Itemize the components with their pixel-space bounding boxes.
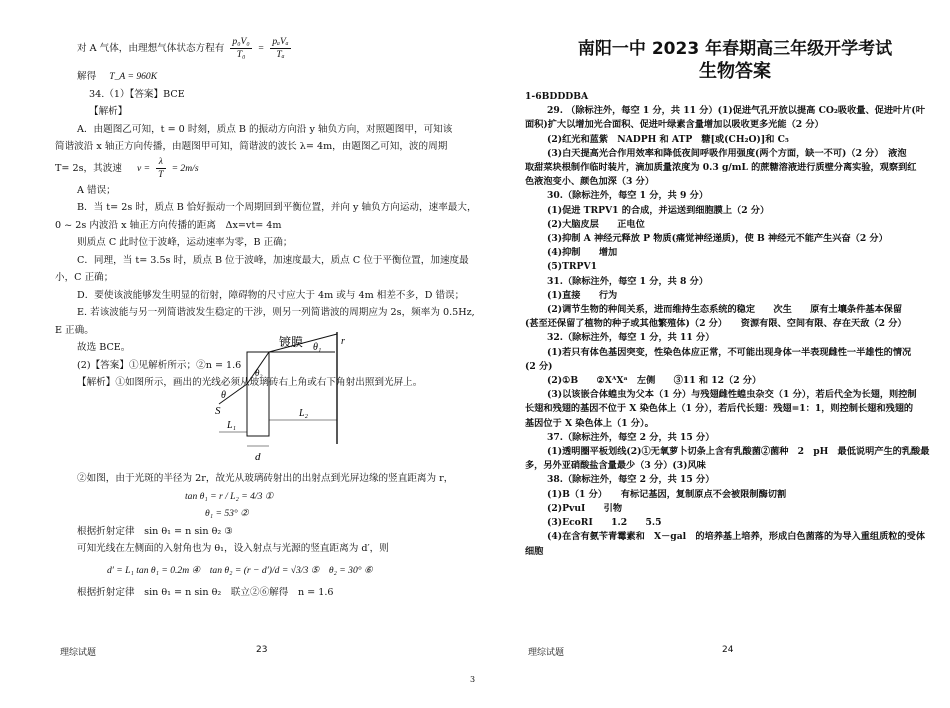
q38-line5: 细胞 [525,545,544,557]
q29-line5: 取甜菜块根制作临时装片，滴加质量浓度为 0.3 g/mL 的蔗糖溶液进行质壁分离实验，观察到红 [525,162,917,174]
q31-line3: (甚至还保留了植物的种子或其他繁殖体)（2 分） 资源有限、空间有限、存在天敌（2 分） [525,318,907,330]
label-L2: L₂ [299,408,309,419]
part2-text: ②如图，由于光斑的半径为 2r，故光从玻璃砖射出的出射点到光屏边缘的竖直距离为 r， [77,473,454,484]
option-c-line1: C．同理，当 t= 3.5s 时，质点 B 位于波峰，加速度最大，质点 C 位于平衡位置，加速度最 [77,254,469,266]
q32-line3: (2)①B ②XᴬXᵃ 左侧 ③11 和 12（2 分） [547,375,762,387]
option-a-verdict: A 错误； [77,184,116,196]
label-theta1: θ₁ [313,342,322,353]
intro-text: 对 A 气体，由理想气体状态方程有 [77,43,225,54]
option-b-line3: 则质点 C 此时位于波峰，运动速率为零，B 正确； [77,237,293,248]
speed-frac [156,156,165,181]
intro-line [55,36,475,62]
q38-header: 38.（除标注外，每空 2 分，共 15 分） [547,474,715,486]
option-b-line1: B．当 t= 2s 时，质点 B 恰好振动一个周期回到平衡位置，并向 y 轴负方向运动，速率最大， [77,202,477,213]
label-film: 镀膜 [279,335,304,349]
q32-line6: 基因位于 X 染色体上（1 分）。 [525,417,654,429]
q38-line3: (3)EcoRⅠ 1.2 5.5 [547,517,662,529]
right-footer-page: 24 [722,645,734,655]
q31-line2: (2)调节生物的种间关系，进而维持生态系统的稳定 次生 原有土壤条件基本保留 [547,304,903,316]
q37-header: 37.（除标注外，每空 2 分，共 15 分） [547,431,715,443]
eq1-lhs-den: T₀ [236,49,246,60]
option-e-line1: E. 若该波能与另一列简谐波发生稳定的干涉，则另一列简谐波的周期应为 2s，频率为 0.5Hz, [77,307,475,318]
q29-line2: 面积)扩大以增加光合面积、促进叶绿素含量增加以吸收更多光能（2 分） [525,119,824,131]
q31-line1: (1)直接 行为 [547,289,618,301]
q37-line1: (1)透明圈平板划线(2)①无氧萝卜切条上含有乳酸菌②菌种 2 pH 最低说明产生的乳酸最 [547,446,930,458]
eq-d-line: d′ = L₁ tan θ₁ = 0.2m ④ tan θ₂ = (r − d′)/d = √3/3 ⑤ θ₂ = 30° ⑥ [107,564,373,576]
q38-line2: (2)PvuⅠ 引物 [547,502,623,514]
option-e-line2: E 正确。 [55,324,94,336]
period-text: T= 2s，其波速 [55,162,122,174]
exam-title: 南阳一中 2023 年春期高三年级开学考试 [577,39,893,59]
q37-line2: 多，另外亚硝酸盐含量最少（3 分）(3)风味 [525,460,706,472]
answer-title: 生物答案 [699,61,771,82]
q31-header: 31.（除标注外，每空 1 分，共 8 分） [547,275,709,287]
selection-line: 故选 BCE。 [77,342,131,353]
q30-line5: (5)TRPV1 [547,261,597,273]
mc-answers: 1-6BDDDBA [525,91,589,102]
left-footer-page: 23 [256,645,268,655]
q32-line2: (2 分) [525,360,553,372]
eq-theta1: θ₁ = 53° ② [205,508,249,519]
label-theta2: θ₂ [255,368,263,378]
label-d: d [255,451,261,463]
label-r: r [341,336,345,347]
part2-text2: 可知光线在左侧面的入射角也为 θ₁，设入射点与光源的竖直距离为 d′，则 [77,543,389,554]
left-page [55,0,477,598]
label-S: S [215,405,221,417]
q32-line4: (3)以该嵌合体蝗虫为父本（1 分）与残翅雌性蝗虫杂交（1 分），若后代全为长翅，则控制 [547,389,917,401]
q38-line4: (4)在含有氨苄青霉素和 X－gal 的培养基上培养，形成白色菌落的为导入重组质粒的受体 [547,531,926,543]
q29-line4: (3)白天提高光合作用效率和降低夜间呼吸作用强度(两个方面，缺一不可)（2 分） 液泡 [547,147,907,159]
speed-frac-den: T [158,168,164,180]
eq-tan1: tan θ₁ = r / L₂ = 4/3 ① [185,490,274,502]
q30-line3: (3)抑制 A 神经元释放 P 物质(痛觉神经递质)，使 B 神经元不能产生兴奋（2 分） [547,233,888,245]
right-page [525,0,945,559]
analysis-label: 【解析】 [89,106,128,117]
eq1-rhs-den: Tₐ [276,49,285,60]
solve-label: 解得 [77,71,97,82]
eq-sign: = [257,43,265,54]
q34-2-answer: (2)【答案】①见解析所示；②n = 1.6 [77,359,242,371]
q29-line6: 色液泡变小、颜色加深（3 分） [525,176,655,188]
eq1-lhs-num: p₀V₀ [232,36,250,47]
option-b-line2: 0 ~ 2s 内波沿 x 轴正方向传播的距离 Δx=vt= 4m [55,219,282,231]
option-d-line: D．要使该波能够发生明显的衍射，障碍物的尺寸应大于 4m 或与 4m 相差不多，D 错误； [77,289,465,301]
q30-line1: (1)促进 TRPV1 的合成，并运送到细胞膜上（2 分） [547,204,770,216]
q34-1-answer: 34.（1）【答案】BCE [89,88,185,100]
q32-line1: (1)若只有体色基因突变，性染色体应正常，不可能出现身体一半表现雌性一半雄性的情况 [547,346,912,358]
speed-frac-num: λ [156,156,165,169]
glass-brick [247,352,269,436]
q29-line1: 29. （除标注外，每空 1 分，共 11 分）(1)促进气孔开放以提高 CO₂吸收量、促进叶片(叶 [547,105,925,117]
solve-line [55,68,475,86]
option-a-line3: T= 2s，其波速 v = $\frac{\lambda}{T}$ = 2m/s [55,155,199,180]
eq1-lhs [230,36,251,61]
q34-2-analysis: 【解析】①如图所示，画出的光线必须从玻璃砖右上角或右下角射出照到光屏上。 [77,377,423,388]
optics-figure [215,332,415,472]
q38-line1: (1)B（1 分） 有标记基因，复制原点不会被限制酶切割 [547,488,787,500]
q30-line4: (4)抑制 增加 [547,247,618,259]
eq1-rhs [270,36,290,61]
q32-header: 32.（除标注外，每空 1 分，共 11 分） [547,332,715,344]
label-theta: θ [221,390,226,401]
solve-value: T_A = 960K [109,71,158,82]
snell-line2: 根据折射定律 sin θ₁ = n sin θ₂ 联立②⑥解得 n = 1.6 [77,586,334,598]
q30-line2: (2)大脑皮层 正电位 [547,218,645,230]
option-c-line2: 小，C 正确； [55,272,114,283]
option-a-line2: 简谐波沿 x 轴正方向传播，由题图甲可知，简谐波的波长 λ= 4m，由题图乙可知，波的周期 [55,141,448,152]
sheet-page-number: 3 [470,675,476,684]
snell-line1: 根据折射定律 sin θ₁ = n sin θ₂ ③ [77,525,233,537]
q32-line5: 长翅和残翅的基因不位于 X 染色体上（1 分），若后代长翅：残翅=1：1，则控制长翅和残翅的 [525,403,914,415]
q29-line3: (2)红光和蓝紫 NADPH 和 ATP 糖[或(CH₂O)]和 C₅ [547,133,789,145]
left-footer-subject: 理综试题 [60,648,97,658]
right-footer-subject: 理综试题 [528,648,565,658]
option-a-line1: A．由题图乙可知，t = 0 时刻，质点 B 的振动方向沿 y 轴负方向，对照题图甲，可知该 [77,123,453,135]
q30-header: 30.（除标注外，每空 1 分，共 9 分） [547,190,709,202]
label-L1: L₁ [227,420,237,431]
eq1-rhs-num: pₐVₐ [272,36,289,47]
